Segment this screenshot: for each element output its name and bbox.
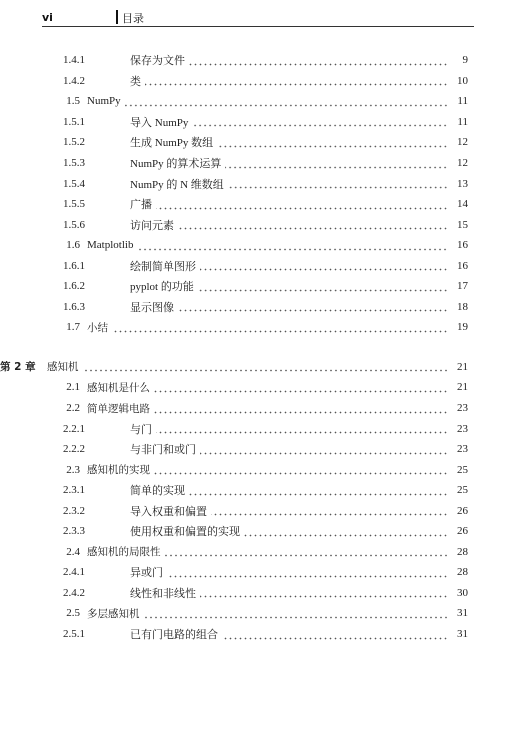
- dot-leader: [156, 199, 448, 210]
- dot-leader: [145, 75, 448, 86]
- toc-entry-number: 2.3.2: [63, 504, 85, 517]
- toc-entry-page: 31: [457, 628, 468, 641]
- toc-entry-page: 30: [457, 586, 468, 599]
- toc-entry-number: 2.2.2: [63, 443, 85, 456]
- toc-entry-number: 1.5.2: [63, 136, 85, 149]
- toc-entry-page: 16: [457, 259, 468, 272]
- dot-leader: [198, 281, 448, 292]
- toc-entry-number: 2.2.1: [63, 422, 85, 435]
- header-title: 目录: [122, 12, 144, 25]
- dot-leader: [244, 526, 448, 537]
- toc-entry[interactable]: [40, 418, 468, 439]
- dot-leader: [222, 629, 448, 640]
- toc-entry-title: 感知机的实现: [87, 464, 150, 477]
- dot-leader: [200, 260, 448, 271]
- dot-leader: [154, 382, 448, 393]
- dot-leader: [156, 423, 448, 434]
- toc-entry-number: 1.5.6: [63, 218, 85, 231]
- dot-leader: [154, 464, 448, 475]
- toc-entry[interactable]: [40, 317, 468, 338]
- toc-entry[interactable]: [40, 377, 468, 398]
- toc-entry[interactable]: [40, 583, 468, 604]
- toc-entry-number: 1.4.1: [63, 54, 85, 67]
- toc-entry-title: 与非门和或门: [130, 444, 196, 457]
- page-number: vi: [42, 11, 53, 24]
- toc-entry[interactable]: [40, 542, 468, 563]
- toc-entry-number: 2.5.1: [63, 628, 85, 641]
- dot-leader: [200, 444, 448, 455]
- toc-entry-number: 2.3.3: [63, 525, 85, 538]
- toc-entry-number: 1.4.2: [63, 74, 85, 87]
- toc-entry-number: 第 2 章: [0, 361, 36, 374]
- toc-entry[interactable]: [40, 624, 468, 645]
- toc-entry-page: 11: [457, 115, 468, 128]
- toc-entry[interactable]: [40, 91, 468, 112]
- toc-entry[interactable]: [40, 500, 468, 521]
- toc-entry-title: 使用权重和偏置的实现: [130, 526, 240, 539]
- toc-entry-title: 类: [130, 75, 141, 88]
- toc-entry-title: NumPy 的 N 维数组: [130, 178, 224, 191]
- dot-leader: [112, 322, 448, 333]
- toc-entry-page: 25: [457, 484, 468, 497]
- toc-entry-title: 访问元素: [130, 219, 174, 232]
- toc-entry[interactable]: [40, 603, 468, 624]
- toc-entry-title: 绘制简单图形: [130, 260, 196, 273]
- toc-entry[interactable]: [40, 214, 468, 235]
- toc-entry-title: 广播: [130, 199, 152, 212]
- toc-entry-number: 1.5.4: [63, 177, 85, 190]
- toc-entry-page: 11: [457, 95, 468, 108]
- toc-entry-title: 简单的实现: [130, 485, 185, 498]
- dot-leader: [200, 587, 448, 598]
- toc-entry[interactable]: [40, 276, 468, 297]
- header-rule: [42, 26, 474, 27]
- toc-entry[interactable]: [40, 132, 468, 153]
- dot-leader: [137, 240, 448, 251]
- toc-entry-title: NumPy: [87, 95, 121, 108]
- toc-entry-page: 12: [457, 136, 468, 149]
- toc-entry-title: NumPy 的算术运算: [130, 158, 222, 170]
- toc-entry-page: 23: [457, 402, 468, 415]
- toc-entry-page: 25: [457, 463, 468, 476]
- dot-leader: [228, 178, 448, 189]
- header-divider: [116, 10, 118, 24]
- toc-entry[interactable]: [40, 71, 468, 92]
- toc-entry-number: 2.4: [66, 545, 80, 558]
- toc-entry-title: pyplot 的功能: [130, 281, 194, 294]
- toc-entry[interactable]: [40, 562, 468, 583]
- toc-entry-title: 感知机是什么: [87, 381, 150, 394]
- toc-entry-page: 9: [462, 54, 468, 67]
- dot-leader: [225, 158, 448, 169]
- toc-entry-title: 导入 NumPy: [130, 116, 189, 129]
- toc-entry-number: 2.4.2: [63, 586, 85, 599]
- dot-leader: [192, 116, 448, 127]
- toc-entry-title: 感知机的局限性: [87, 546, 161, 559]
- toc-entry-title: 异或门: [130, 567, 163, 580]
- toc-entry-number: 2.3.1: [63, 484, 85, 497]
- toc-entry-page: 10: [457, 74, 468, 87]
- toc-entry-title: 已有门电路的组合: [130, 629, 218, 642]
- toc-entry-title: 感知机: [47, 361, 79, 374]
- toc-entry-page: 31: [457, 607, 468, 620]
- toc-entry-page: 23: [457, 443, 468, 456]
- toc-entry-page: 17: [457, 280, 468, 293]
- toc-entry[interactable]: [40, 439, 468, 460]
- toc-entry-number: 1.5: [66, 95, 80, 108]
- toc-entry-page: 26: [457, 525, 468, 538]
- toc-entry-number: 1.6: [66, 239, 80, 252]
- dot-leader: [189, 485, 448, 496]
- toc-entry-page: 21: [457, 360, 468, 373]
- toc-entry-number: 1.7: [66, 321, 80, 334]
- toc-entry[interactable]: [40, 194, 468, 215]
- dot-leader: [178, 219, 448, 230]
- toc-entry-title: 与门: [130, 423, 152, 436]
- toc-entry-title: Matplotlib: [87, 239, 134, 252]
- dot-leader: [167, 567, 448, 578]
- running-header: [42, 9, 474, 27]
- toc-entry-page: 16: [457, 239, 468, 252]
- dot-leader: [178, 301, 448, 312]
- toc-entry-title: 显示图像: [130, 301, 174, 314]
- dot-leader: [144, 608, 449, 619]
- dot-leader: [211, 505, 448, 516]
- dot-leader: [165, 546, 449, 557]
- toc-entry-number: 1.6.1: [63, 259, 85, 272]
- toc-entry-number: 2.2: [66, 402, 80, 415]
- toc-entry-page: 12: [457, 157, 468, 169]
- chapter-gap: [40, 338, 468, 357]
- toc-entry[interactable]: [40, 50, 468, 71]
- toc-entry-number: 1.5.1: [63, 115, 85, 128]
- toc-entry[interactable]: [40, 235, 468, 256]
- toc-entry-page: 18: [457, 300, 468, 313]
- toc-entry-page: 26: [457, 504, 468, 517]
- toc-entry-page: 21: [457, 381, 468, 394]
- toc-entry-page: 28: [457, 566, 468, 579]
- toc-entry-title: 导入权重和偏置: [130, 505, 207, 518]
- toc-entry-number: 2.1: [66, 381, 80, 394]
- dot-leader: [217, 137, 448, 148]
- toc-entry-number: 1.6.3: [63, 300, 85, 313]
- toc-entry[interactable]: [40, 459, 468, 480]
- toc-entry-page: 23: [457, 422, 468, 435]
- toc-entry-title: 保存为文件: [130, 55, 185, 68]
- toc-entry-title: 简单逻辑电路: [87, 402, 150, 415]
- toc-entry[interactable]: [40, 398, 468, 419]
- dot-leader: [189, 55, 448, 66]
- toc-entry-number: 1.6.2: [63, 280, 85, 293]
- toc-entry-number: 1.5.5: [63, 198, 85, 211]
- toc-entry-number: 2.3: [66, 463, 80, 476]
- toc-entry[interactable]: [40, 297, 468, 318]
- toc-entry-title: 小结: [87, 321, 108, 334]
- toc-entry-page: 13: [457, 177, 468, 190]
- toc-entry-number: 2.4.1: [63, 566, 85, 579]
- dot-leader: [83, 361, 449, 372]
- dot-leader: [125, 96, 448, 107]
- toc-entry-page: 15: [457, 218, 468, 231]
- toc-entry-page: 28: [457, 545, 468, 558]
- toc-entry-number: 2.5: [66, 607, 80, 620]
- toc-entry-title: 生成 NumPy 数组: [130, 137, 214, 150]
- toc-entry[interactable]: [40, 480, 468, 501]
- toc-entry-number: 1.5.3: [63, 157, 85, 169]
- table-of-contents: [0, 50, 468, 644]
- toc-entry-title: 线性和非线性: [130, 587, 196, 600]
- toc-entry[interactable]: [40, 521, 468, 542]
- toc-entry-page: 14: [457, 198, 468, 211]
- toc-chapter-entry[interactable]: [0, 357, 468, 378]
- toc-entry[interactable]: [40, 173, 468, 194]
- toc-entry[interactable]: [40, 153, 468, 174]
- toc-entry-title: 多层感知机: [87, 607, 140, 620]
- dot-leader: [154, 403, 448, 414]
- toc-entry[interactable]: [40, 255, 468, 276]
- toc-entry[interactable]: [40, 112, 468, 133]
- toc-entry-page: 19: [457, 321, 468, 334]
